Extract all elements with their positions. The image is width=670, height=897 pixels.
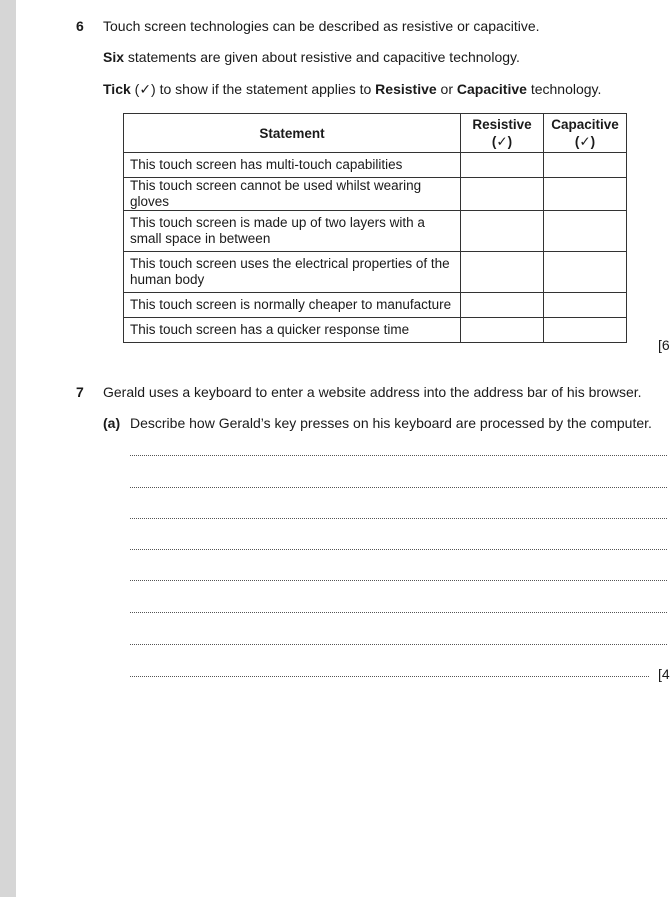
answer-line[interactable]: [130, 455, 667, 456]
answer-line[interactable]: [130, 612, 667, 613]
header-resistive-tick: (✓): [491, 134, 513, 149]
statement-cell: This touch screen is normally cheaper to manufacture: [124, 293, 461, 318]
question-7-number: 7: [76, 384, 84, 400]
part-a-text: Describe how Gerald’s key presses on his keyboard are processed by the computer.: [130, 415, 652, 431]
six-bold: Six: [103, 49, 125, 65]
answer-line[interactable]: [130, 580, 667, 581]
table-row: [124, 318, 627, 343]
question-6-marks: [6: [658, 337, 670, 353]
instruction-part1: (✓) to show if the statement applies to: [130, 81, 376, 97]
header-capacitive-label: Capacitive: [551, 117, 619, 132]
header-capacitive-tick: (✓): [574, 134, 596, 149]
tick-bold: Tick: [103, 81, 131, 97]
question-6-instruction: [103, 80, 601, 98]
resistive-tick-box[interactable]: [461, 153, 544, 178]
resistive-tick-box[interactable]: [461, 178, 544, 211]
statement-cell: This touch screen cannot be used whilst wearing gloves: [124, 178, 461, 211]
answer-line[interactable]: [130, 549, 667, 550]
resistive-tick-box[interactable]: [461, 318, 544, 343]
header-resistive-label: Resistive: [472, 117, 532, 132]
question-6-intro: Touch screen technologies can be described as resistive or capacitive.: [103, 18, 540, 34]
header-statement: Statement: [124, 114, 461, 153]
statement-cell: This touch screen uses the electrical properties of the human body: [124, 252, 461, 293]
header-resistive: [461, 114, 544, 153]
capacitive-tick-box[interactable]: [544, 153, 627, 178]
capacitive-tick-box[interactable]: [544, 178, 627, 211]
capacitive-tick-box[interactable]: [544, 318, 627, 343]
resistive-bold: Resistive: [375, 81, 437, 97]
question-6-line2: [103, 48, 520, 66]
question-7a-marks: [4: [658, 666, 670, 682]
answer-line[interactable]: [130, 644, 667, 645]
part-a-label: (a): [103, 415, 121, 431]
line2-rest: statements are given about resistive and capacitive technology.: [124, 49, 520, 65]
instruction-part2: or: [436, 81, 457, 97]
answer-line[interactable]: [130, 518, 667, 519]
table-row: [124, 252, 627, 293]
resistive-tick-box[interactable]: [461, 211, 544, 252]
statement-cell: This touch screen has multi-touch capabilities: [124, 153, 461, 178]
table-row: [124, 178, 627, 211]
capacitive-tick-box[interactable]: [544, 252, 627, 293]
answer-line[interactable]: [130, 487, 667, 488]
table-row: [124, 153, 627, 178]
resistive-tick-box[interactable]: [461, 293, 544, 318]
capacitive-tick-box[interactable]: [544, 293, 627, 318]
table-row: [124, 293, 627, 318]
capacitive-bold: Capacitive: [456, 81, 527, 97]
instruction-part3: technology.: [526, 81, 602, 97]
resistive-tick-box[interactable]: [461, 252, 544, 293]
header-capacitive: [544, 114, 627, 153]
question-6-number: 6: [76, 18, 84, 34]
capacitive-tick-box[interactable]: [544, 211, 627, 252]
statement-cell: This touch screen is made up of two layers with a small space in between: [124, 211, 461, 252]
table-row: [124, 211, 627, 252]
statement-table: [123, 113, 627, 343]
question-7-intro: Gerald uses a keyboard to enter a website address into the address bar of his browser.: [103, 384, 642, 400]
answer-line[interactable]: [130, 676, 649, 677]
page-margin: [0, 0, 16, 897]
statement-cell: This touch screen has a quicker response time: [124, 318, 461, 343]
